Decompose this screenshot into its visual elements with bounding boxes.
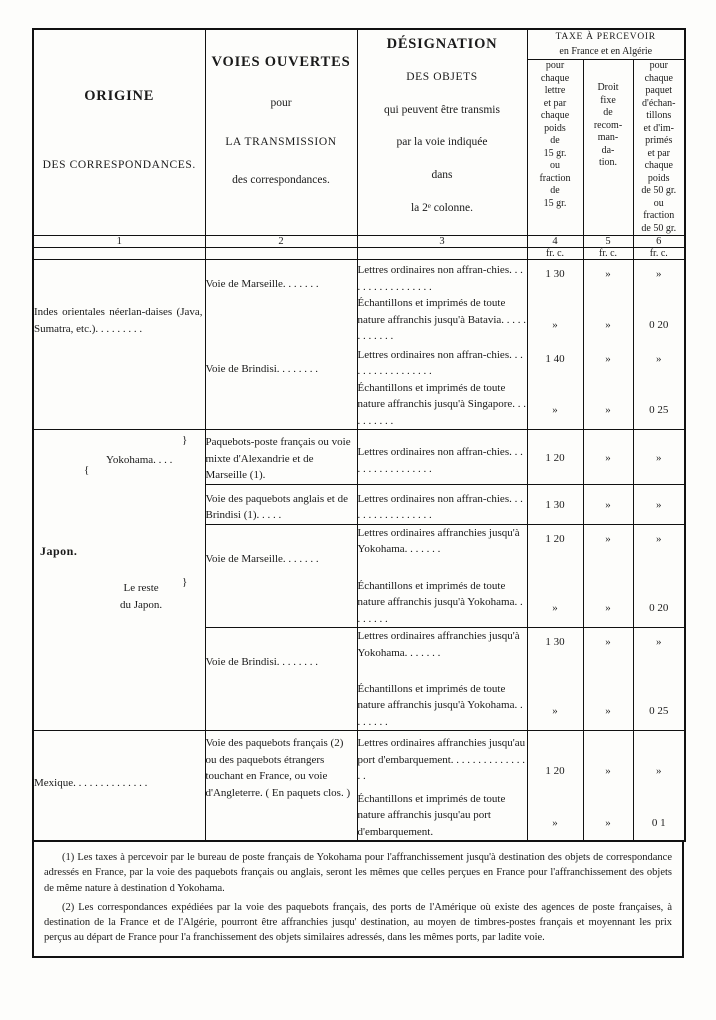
price-col4	[527, 295, 583, 345]
price-col6-value: »	[656, 765, 662, 778]
col-number-2: 2	[205, 236, 357, 248]
currency-blank	[205, 248, 357, 260]
price-col4	[527, 731, 583, 785]
price-col5	[583, 484, 633, 524]
header-col4-l8: 15 gr.	[543, 147, 567, 159]
header-designation	[357, 29, 527, 236]
header-col6-l4: d'échan-	[642, 97, 676, 109]
designation-text: Lettres ordinaires non affran-chies. . . . . . . . . . . . . . . . .	[357, 348, 523, 378]
price-col6-value: 0 20	[649, 601, 669, 614]
header-col5-l7: tion.	[598, 157, 618, 169]
footnote-2: (2) Les correspondances expédiées par la voie des paquebots français, des ports de l'Amérique où existe des agences de poste françaises, à destination de la France et de l'Algérie, pourront être affranchies jusqu' destination, au moyen de timbres-postes français et moyennant les prix perçus au départ de France pour l'a franchissement des objets similaires adressés, dans les mêmes ports, par ladite voie.	[44, 901, 672, 944]
header-col4-l9: ou	[550, 160, 560, 172]
price-col5-value: »	[605, 268, 611, 281]
col-number-1: 1	[33, 236, 205, 248]
origin-japon-label: Japon.	[40, 544, 78, 559]
header-col6-l11: de 50 gr.	[641, 185, 677, 197]
price-col4-value: »	[552, 601, 558, 614]
designation-text: Lettres ordinaires affranchies jusqu'au port d'embarquement. . . . . . . . . . . . . . . .	[357, 737, 526, 783]
price-col6-value: 0 20	[649, 319, 669, 332]
header-col6-l12: ou	[653, 197, 664, 209]
header-col4-l3: lettre	[544, 85, 566, 97]
price-col4-value: »	[552, 816, 558, 829]
designation-text: Lettres ordinaires non affran-chies. . . . . . . . . . . . . . . . .	[357, 492, 523, 522]
voie-paquebots-poste-francais-text: Paquebots-poste français ou voie mixte d'Alexandrie et de Marseille (1).	[205, 436, 351, 482]
header-col4-l10: fraction	[539, 172, 571, 184]
voie-marseille-japon	[205, 524, 357, 627]
header-taxe	[527, 29, 685, 60]
header-taxe-line1: TAXE À PERCEVOIR	[555, 32, 656, 42]
header-voies-line2: LA TRANSMISSION	[225, 135, 337, 148]
japon-layout	[34, 430, 205, 730]
designation-cell: Échantillons et imprimés de toute nature affranchis jusqu'à Batavia. . . . . . . . . . . .	[357, 295, 527, 345]
origin-japon-yokohama: Yokohama. . . .	[106, 454, 173, 467]
voie-marseille-indes	[205, 260, 357, 345]
header-origin-sub: DES CORRESPONDANCES.	[42, 159, 196, 171]
origin-indes-orientales	[33, 260, 205, 430]
price-col5	[583, 628, 633, 681]
header-col6-l10: poids	[647, 172, 670, 184]
price-col4	[527, 430, 583, 485]
voie-brindisi-indes	[205, 345, 357, 430]
col-number-4: 4	[527, 236, 583, 248]
header-col5-l6: da-	[601, 144, 615, 156]
header-col5-l3: de	[603, 107, 613, 119]
designation-cell: Échantillons et imprimés de toute nature affranchis jusqu'à Yokohama. . . . . . . .	[357, 681, 527, 731]
designation-cell	[357, 345, 527, 380]
price-col5	[583, 731, 633, 785]
header-col4	[527, 60, 583, 236]
voie-marseille-indes-text: Voie de Marseille. . . . . . .	[205, 278, 319, 291]
price-col4	[527, 484, 583, 524]
reste-brace: }	[182, 576, 188, 589]
header-col5-l1: Droit	[597, 82, 619, 94]
footnotes	[32, 842, 684, 957]
price-col4-value: 1 20	[545, 765, 565, 778]
currency-label-6: fr. c.	[633, 248, 685, 260]
footnote-1: (1) Les taxes à percevoir par le bureau de poste français de Yokohama pour l'affranchissement jusqu'à destination des objets de correspondance adressés en France, par la voie des paquebots français ou anglais, seront les mêmes que celles perçues en France pour l'affranchissement des objets de même nature à destination d Yokohama.	[44, 852, 672, 894]
origin-japon-reste	[120, 580, 162, 613]
header-designation-line4: dans	[431, 169, 453, 182]
header-taxe-line2: en France et en Algérie	[559, 46, 653, 58]
voie-paquebots-poste-francais	[205, 430, 357, 485]
designation-cell	[357, 785, 527, 842]
designation-text: Lettres ordinaires non affran-chies. . . . . . . . . . . . . . . . .	[357, 264, 523, 293]
price-col5	[583, 295, 633, 345]
price-col6	[633, 578, 685, 628]
price-col5-value: »	[605, 452, 611, 465]
yokohama-brace: }	[182, 434, 188, 447]
tariff-sheet	[32, 28, 684, 988]
header-designation-line1: DES OBJETS	[406, 71, 478, 83]
header-designation-line3: par la voie indiquée	[396, 136, 488, 149]
designation-cell	[357, 260, 527, 296]
japon-outer-brace: {	[84, 464, 90, 477]
price-col4-value: »	[552, 704, 558, 717]
price-col5	[583, 785, 633, 842]
header-col6-l7: primés	[645, 135, 673, 147]
designation-cell: Échantillons et imprimés de toute nature affranchis jusqu'à Yokohama. . . . . . . .	[357, 578, 527, 628]
header-col5-l2: fixe	[600, 94, 616, 106]
price-col5	[583, 430, 633, 485]
header-col6-l8: et par	[647, 147, 670, 159]
designation-cell	[357, 484, 527, 524]
price-col6	[633, 524, 685, 577]
header-col6-l13: fraction	[643, 210, 675, 222]
header-voies-title: VOIES OUVERTES	[211, 54, 351, 70]
price-col6	[633, 731, 685, 785]
voie-paquebots-mexique-text: Voie des paquebots français (2) ou des paquebots étrangers touchant en France, ou voie d'Angleterre. ( En paquets clos. )	[205, 737, 351, 799]
price-col5	[583, 681, 633, 731]
designation-text: Lettres ordinaires affranchies jusqu'à Yokohama. . . . . . .	[357, 526, 520, 556]
currency-label-4: fr. c.	[527, 248, 583, 260]
voie-paquebots-anglais-text: Voie des paquebots anglais et de Brindisi (1). . . . .	[205, 492, 348, 522]
price-col4-value: 1 20	[545, 452, 565, 465]
price-col4	[527, 524, 583, 577]
header-designation-line5: la 2ᵉ colonne.	[410, 201, 474, 214]
price-col6-value: 0 1	[651, 816, 666, 829]
header-col5-l5: man-	[597, 132, 619, 144]
voie-brindisi-japon	[205, 628, 357, 731]
header-col5	[583, 60, 633, 236]
price-col5-value: »	[605, 319, 611, 332]
table-row	[33, 430, 685, 485]
price-col5-value: »	[605, 352, 611, 365]
col-number-5: 5	[583, 236, 633, 248]
price-col6	[633, 484, 685, 524]
column-number-row	[33, 236, 685, 248]
header-col6-l14: de 50 gr.	[641, 222, 677, 234]
price-col6-value: »	[656, 532, 662, 545]
price-col4	[527, 345, 583, 380]
price-col5	[583, 345, 633, 380]
price-col6	[633, 260, 685, 296]
currency-blank	[357, 248, 527, 260]
voie-marseille-japon-text: Voie de Marseille. . . . . . .	[205, 552, 319, 565]
price-col4	[527, 260, 583, 296]
price-col4	[527, 628, 583, 681]
voie-paquebots-anglais	[205, 484, 357, 524]
price-col4	[527, 785, 583, 842]
col-number-6: 6	[633, 236, 685, 248]
price-col4-value: »	[552, 403, 558, 416]
price-col6	[633, 628, 685, 681]
price-col5-value: »	[605, 601, 611, 614]
price-col6	[633, 430, 685, 485]
price-col5-value: »	[605, 765, 611, 778]
price-col6	[633, 345, 685, 380]
voie-paquebots-mexique	[205, 731, 357, 842]
designation-cell	[357, 731, 527, 785]
price-col5-value: »	[605, 532, 611, 545]
price-col5-value: »	[605, 498, 611, 511]
price-col6	[633, 785, 685, 842]
header-col6	[633, 60, 685, 236]
price-col4-value: 1 20	[545, 532, 565, 545]
price-col5-value: »	[605, 816, 611, 829]
price-col6-value: 0 25	[649, 403, 669, 416]
designation-cell: Échantillons et imprimés de toute nature affranchis jusqu'à Singapore. . . . . . . . . .	[357, 380, 527, 430]
header-voies	[205, 29, 357, 236]
price-col5-value: »	[605, 636, 611, 648]
header-col4-l6: poids	[544, 122, 566, 134]
price-col4-value: 1 40	[545, 352, 565, 365]
price-col5	[583, 380, 633, 430]
price-col5	[583, 524, 633, 577]
header-col4-l1: pour	[545, 60, 565, 72]
price-col4	[527, 380, 583, 430]
price-col4-value: 1 30	[545, 268, 565, 281]
header-col6-l1: pour	[649, 60, 668, 72]
col-number-3: 3	[357, 236, 527, 248]
designation-text: Lettres ordinaires non affran-chies. . . . . . . . . . . . . . . . .	[357, 446, 523, 475]
price-col5-value: »	[605, 403, 611, 416]
voie-brindisi-japon-text: Voie de Brindisi. . . . . . . .	[205, 656, 319, 668]
price-col4	[527, 578, 583, 628]
origin-mexique-text: Mexique. . . . . . . . . . . . . .	[34, 777, 148, 790]
price-col4-value: 1 30	[545, 636, 565, 648]
currency-blank	[33, 248, 205, 260]
header-origin	[33, 29, 205, 236]
designation-text: Échantillons et imprimés de toute nature affranchis jusqu'au port d'embarquement.	[357, 792, 506, 838]
designation-cell	[357, 430, 527, 485]
origin-japon-reste-l2: du Japon.	[120, 598, 163, 611]
header-designation-line2: qui peuvent être transmis	[384, 103, 500, 116]
tariff-table	[32, 28, 686, 842]
price-col6-value: »	[656, 452, 662, 465]
header-col4-l12: 15 gr.	[543, 197, 567, 209]
price-col5	[583, 578, 633, 628]
header-voies-line1: pour	[270, 97, 292, 109]
header-col4-l7: de	[550, 135, 560, 147]
price-col6-value: »	[656, 352, 662, 365]
price-col4	[527, 681, 583, 731]
header-designation-title: DÉSIGNATION	[386, 36, 498, 52]
price-col6	[633, 295, 685, 345]
header-col6-l6: et d'im-	[643, 122, 674, 134]
origin-japon-reste-l1: Le reste	[123, 582, 159, 595]
price-col5	[583, 260, 633, 296]
table-row	[33, 731, 685, 785]
table-row	[33, 260, 685, 296]
header-col4-l2: chaque	[540, 72, 570, 84]
origin-indes-text: Indes orientales néerlan-daises (Java, Sumatra, etc.). . . . . . . . .	[34, 306, 203, 335]
price-col6-value: »	[656, 498, 662, 511]
header-col6-l5: tillons	[646, 110, 672, 122]
origin-mexique	[33, 731, 205, 842]
designation-cell	[357, 524, 527, 577]
price-col6	[633, 681, 685, 731]
header-col4-l11: de	[550, 185, 560, 197]
header-col4-l5: chaque	[540, 110, 570, 122]
header-origin-title: ORIGINE	[84, 88, 155, 104]
designation-text: Lettres ordinaires affranchies jusqu'à Yokohama. . . . . . .	[357, 630, 520, 659]
price-col6-value: »	[656, 636, 662, 648]
table-header-row	[33, 29, 685, 60]
price-col4-value: »	[552, 319, 558, 332]
currency-row	[33, 248, 685, 260]
header-voies-line3: des correspondances.	[232, 174, 330, 187]
price-col6	[633, 380, 685, 430]
price-col6-value: »	[656, 268, 662, 281]
header-col6-l9: chaque	[644, 160, 673, 172]
price-col4-value: 1 30	[545, 498, 565, 511]
header-col4-l4: et par	[543, 97, 567, 109]
header-col5-l4: recom-	[593, 119, 623, 131]
designation-cell	[357, 628, 527, 681]
price-col6-value: 0 25	[649, 704, 669, 717]
price-col5-value: »	[605, 704, 611, 717]
header-col6-l3: paquet	[645, 85, 673, 97]
origin-japon	[33, 430, 205, 731]
currency-label-5: fr. c.	[583, 248, 633, 260]
header-col6-l2: chaque	[644, 72, 673, 84]
voie-brindisi-indes-text: Voie de Brindisi. . . . . . . .	[205, 362, 319, 375]
